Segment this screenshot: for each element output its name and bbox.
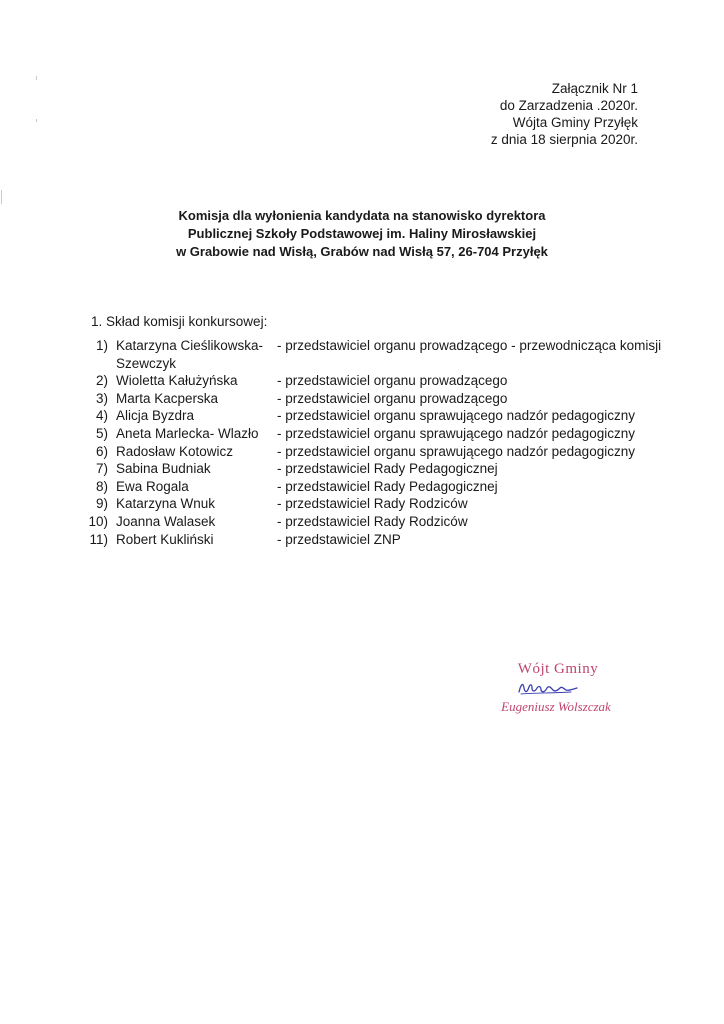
member-role: - przedstawiciel Rady Pedagogicznej: [277, 461, 498, 477]
attachment-date: z dnia 18 sierpnia 2020r.: [490, 132, 638, 147]
title-line-2: Publicznej Szkoły Podstawowej im. Haliny Mirosławskiej: [187, 226, 537, 241]
member-row: [84, 443, 684, 461]
member-role: - przedstawiciel organu sprawującego nadzór pedagogiczny: [277, 425, 635, 441]
member-row: [84, 513, 684, 531]
member-name: Robert Kukliński: [116, 531, 214, 547]
official-stamp: [478, 660, 628, 715]
member-role: - przedstawiciel organu sprawującego nadzór pedagogiczny: [277, 408, 635, 424]
member-row: [84, 460, 684, 478]
member-role: - przedstawiciel organu prowadzącego: [277, 373, 508, 389]
member-row: [84, 478, 684, 496]
handwritten-signature: [513, 678, 593, 698]
member-role: - przedstawiciel Rady Rodziców: [277, 496, 468, 512]
member-row: [84, 337, 684, 372]
members-list: [84, 337, 684, 548]
member-name: Radosław Kotowicz: [116, 443, 234, 459]
member-name: Joanna Walasek: [116, 513, 216, 529]
member-row: [84, 372, 684, 390]
member-name: Aneta Marlecka- Wlazło: [116, 425, 259, 441]
scan-mark: [36, 119, 37, 122]
member-number: 8): [95, 478, 108, 494]
member-number: 6): [95, 443, 108, 459]
member-number: 1): [95, 338, 108, 353]
member-role: - przedstawiciel Rady Rodziców: [277, 513, 468, 529]
attachment-header: [491, 80, 638, 148]
attachment-ordinance: do Zarzadzenia .2020r.: [499, 98, 638, 113]
member-row: [84, 390, 684, 408]
member-number: 4): [95, 408, 108, 424]
member-name: Sabina Budniak: [116, 461, 211, 477]
scan-mark: [36, 76, 37, 80]
member-name: Marta Kacperska: [116, 390, 219, 406]
stamp-title: Wójt Gminy: [517, 661, 599, 677]
member-name: Wioletta Kałużyńska: [116, 373, 238, 389]
attachment-number: Załącznik Nr 1: [551, 81, 638, 96]
member-row: [84, 531, 684, 549]
stamp-name: Eugeniusz Wolszczak: [501, 699, 611, 714]
member-name: Ewa Rogala: [116, 478, 189, 494]
member-role: - przedstawiciel Rady Pedagogicznej: [277, 478, 498, 494]
member-number: 11): [89, 531, 108, 547]
member-row: [84, 407, 684, 425]
member-row: [84, 425, 684, 443]
member-name: Katarzyna Wnuk: [116, 496, 216, 512]
title-line-3: w Grabowie nad Wisłą, Grabów nad Wisłą 57, 26-704 Przyłęk: [176, 244, 548, 259]
member-number: 2): [95, 373, 108, 389]
member-number: 5): [95, 425, 108, 441]
scan-mark: [1, 190, 2, 204]
section-heading: 1. Skład komisji konkursowej:: [91, 314, 268, 329]
member-number: 9): [95, 496, 108, 512]
title-line-1: Komisja dla wyłonienia kandydata na stanowisko dyrektora: [178, 208, 546, 223]
member-number: 10): [88, 513, 108, 529]
member-number: 3): [95, 390, 108, 406]
member-role: - przedstawiciel ZNP: [277, 531, 401, 547]
member-role: - przedstawiciel organu prowadzącego - przewodnicząca komisji: [277, 338, 662, 353]
member-role: - przedstawiciel organu prowadzącego: [277, 390, 508, 406]
attachment-issuer: Wójta Gminy Przyłęk: [512, 115, 638, 130]
member-role: - przedstawiciel organu sprawującego nadzór pedagogiczny: [277, 443, 635, 459]
member-row: [84, 495, 684, 513]
document-title: [0, 207, 724, 261]
member-number: 7): [95, 461, 108, 477]
member-name: Katarzyna Cieślikowska-Szewczyk: [116, 338, 264, 371]
member-name: Alicja Byzdra: [116, 408, 195, 424]
